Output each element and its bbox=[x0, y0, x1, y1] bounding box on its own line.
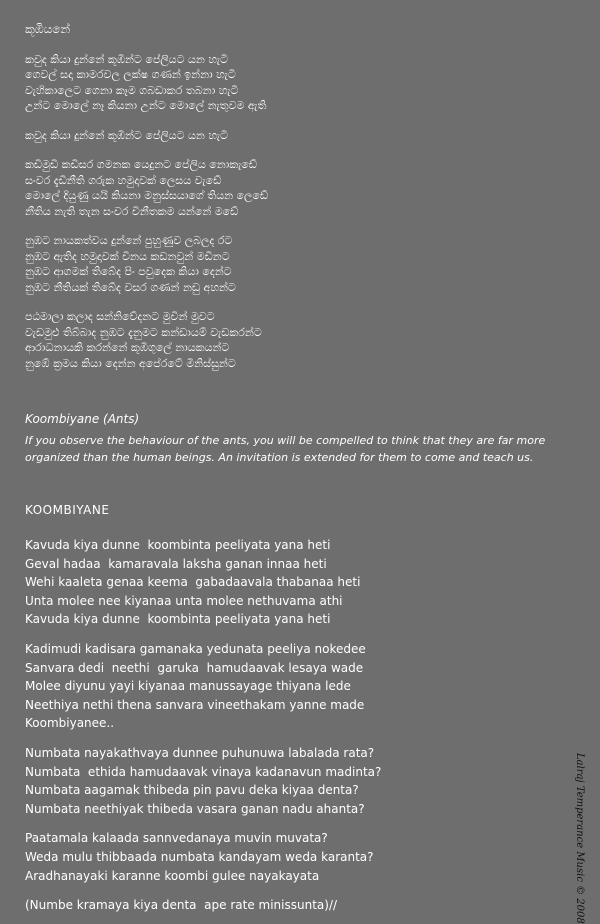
lyric-line: Numbata nayakathvaya dunnee puhunuwa labalada rata? bbox=[25, 745, 375, 760]
lyric-line: Neethiya nethi thena sanvara vineethakam yanne made bbox=[25, 697, 365, 712]
transliteration-stanza bbox=[25, 536, 565, 629]
lyric-line: Aradhanayaki karanne koombi gulee nayakayata bbox=[25, 868, 320, 883]
sinhala-line: කවුද කියා දුන්නේ කූඹින්ට පේලියට යන හැටි bbox=[25, 128, 228, 142]
sinhala-line: නුඹට ඇතිද හමුදාවක් විනය කඩනවුන් මඩිනට bbox=[25, 249, 230, 263]
lyric-line: Numbata aagamak thibeda pin pavu deka kiyaa denta? bbox=[25, 783, 359, 798]
lyric-line: Numbata ethida hamudaavak vinaya kadanavun madinta? bbox=[25, 764, 382, 779]
sinhala-title: කූඹියනේ bbox=[25, 22, 71, 36]
lyric-line: Unta molee nee kiyanaa unta molee nethuvama athi bbox=[25, 593, 343, 608]
sinhala-line: කඩිමුඩි කඩිසර ගමනක යෙදුනට පේලිය නොකැඩේ bbox=[25, 158, 257, 171]
sinhala-line: නුඹට නීතියක් තිබේද වසර ගණන් නඩු අහන්ට bbox=[25, 280, 236, 294]
lyric-line: Koombiyanee.. bbox=[25, 716, 115, 731]
sinhala-stanza bbox=[25, 128, 545, 144]
sinhala-stanza bbox=[25, 157, 545, 219]
sinhala-stanza bbox=[25, 309, 545, 371]
sinhala-line: වැහිකාලෙට ගෙනා කෑම ගබඩාකර තබනා හැටි bbox=[25, 83, 239, 97]
transliteration-stanza bbox=[25, 829, 565, 885]
sinhala-line: සංවර දැඩිනීති ගරුක හමුදාවක් ලෙසය වැඩේ bbox=[25, 173, 222, 187]
sinhala-line: වැඩමුළු තිබ්බාද නුඹට දැනුමට කන්ඩායම් වැඩකරන්ට bbox=[25, 325, 262, 339]
sinhala-line: මොලේ දියුණු යයි කියනා මනුස්සයාගේ තියන ලෙඩේ bbox=[25, 189, 269, 202]
lyric-line: Weda mulu thibbaada numbata kandayam weda karanta? bbox=[25, 849, 374, 864]
sinhala-line: නුඹට ආගමක් තිබේද පිං පවුදෙක කියා දෙන්ට bbox=[25, 265, 232, 278]
lyric-line: Kavuda kiya dunne koombinta peeliyata yana heti bbox=[25, 538, 331, 552]
lyric-line: Paatamala kalaada sannvedanaya muvin muvata? bbox=[25, 831, 328, 846]
lyric-line: Molee diyunu yayi kiyanaa manussayage thiyana lede bbox=[25, 679, 351, 694]
lyric-line: Wehi kaaleta genaa keema gabadaavala thabanaa heti bbox=[25, 575, 361, 590]
english-summary bbox=[25, 412, 575, 466]
transliteration-title: KOOMBIYANE bbox=[25, 503, 110, 517]
sinhala-line: ආරාධනායකි කරන්නේ කූඹිගුලේ නායකයන්ට bbox=[25, 341, 230, 354]
lyric-line: Sanvara dedi neethi garuka hamudaavak lesaya wade bbox=[25, 660, 364, 675]
sinhala-line: නුඹේ ක්‍රමය කියා දෙන්න අපේරටේ මිනිස්සුන්ට bbox=[25, 356, 236, 370]
transliterated-lyrics bbox=[25, 503, 565, 914]
sinhala-line: කවුද කියා දුන්නේ කූඹින්ට පේලියට යන හැටි bbox=[25, 52, 228, 66]
sinhala-line: ගෙවල් සදා කාමරවල ලක්ෂ ගණන් ඉන්නා හැටි bbox=[25, 68, 236, 81]
sinhala-line: පඨමාලා කලාද සන්නිවේදනට මුවින් මුවට bbox=[25, 310, 215, 323]
transliteration-stanza bbox=[25, 640, 565, 733]
sinhala-line: නීතිය නැති තැන සංවර විනීතකම යන්නේ මඩේ bbox=[25, 204, 239, 218]
sinhala-line: උන්ට මොලේ නෑ කියනා උන්ට මොලේ නැතුවම ඇති bbox=[25, 99, 267, 112]
sinhala-stanza bbox=[25, 233, 545, 295]
summary-title: Koombiyane (Ants) bbox=[25, 412, 140, 426]
sinhala-stanza bbox=[25, 52, 545, 114]
sinhala-lyrics bbox=[25, 22, 545, 385]
closing-line: (Numbe kramaya kiya denta ape rate minissunta)// bbox=[25, 898, 338, 913]
summary-body: If you observe the behaviour of the ants, you will be compelled to think that they are far more organized than the human beings. An invitation is extended for them to come and teach us. bbox=[25, 434, 546, 464]
lyric-line: Numbata neethiyak thibeda vasara ganan nadu ahanta? bbox=[25, 801, 365, 816]
lyric-line: Kadimudi kadisara gamanaka yedunata peeliya nokedee bbox=[25, 641, 366, 656]
lyric-line: Kavuda kiya dunne koombinta peeliyata yana heti bbox=[25, 612, 331, 627]
sinhala-line: නුඹට නායකත්වය දුන්නේ පුහුණුව ලබලද රට bbox=[25, 234, 233, 247]
copyright-credit: Lalraj Temperance Music © 2008 bbox=[574, 753, 585, 924]
lyric-line: Geval hadaa kamaravala laksha ganan innaa heti bbox=[25, 556, 327, 571]
transliteration-stanza bbox=[25, 744, 565, 818]
